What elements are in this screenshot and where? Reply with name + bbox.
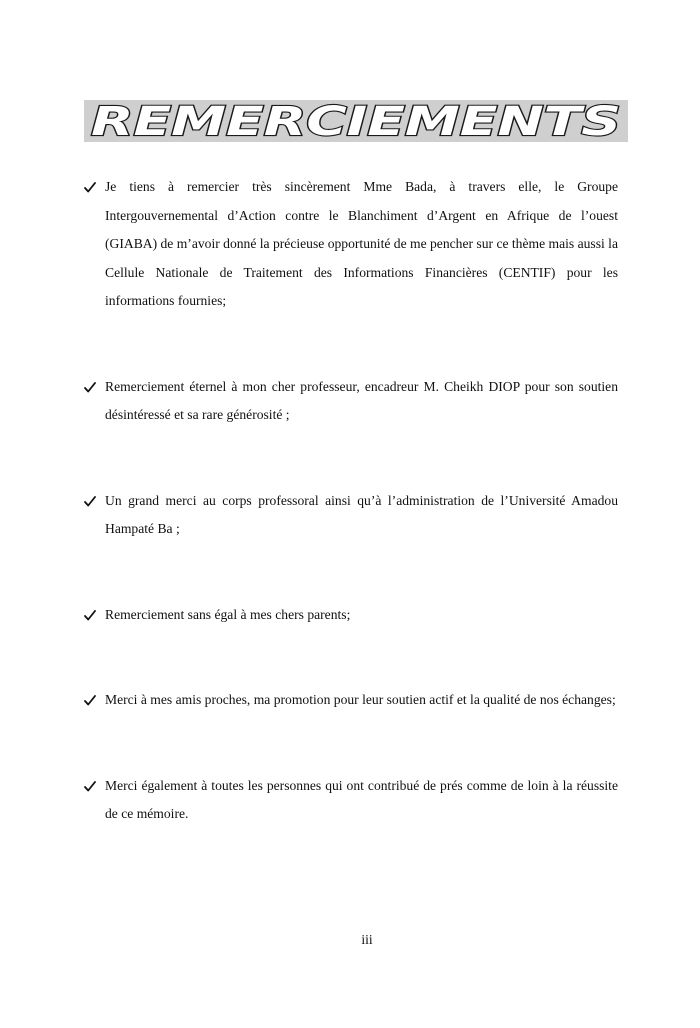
- list-item-text: Merci à mes amis proches, ma promotion pour leur soutien actif et la qualité de nos échanges;: [105, 692, 616, 707]
- check-icon: [84, 373, 98, 401]
- list-item-text: Merci également à toutes les personnes qui ont contribué de prés comme de loin à la réussite de ce mémoire.: [105, 777, 618, 821]
- list-item: [84, 373, 618, 430]
- check-icon: [84, 487, 98, 515]
- check-icon: [84, 772, 98, 800]
- list-item: [84, 772, 618, 829]
- list-item-text: Remerciement éternel à mon cher professeur, encadreur M. Cheikh DIOP pour son soutien désintéressé et sa rare générosité ;: [105, 378, 618, 422]
- list-item: [84, 487, 618, 544]
- check-icon: [84, 173, 98, 201]
- list-item: [84, 686, 618, 715]
- list-item-text: Je tiens à remercier très sincèrement Mme Bada, à travers elle, le Groupe Intergouvernemental d’Action contre le Blanchiment d’Argent en Afrique de l’ouest (GIABA) de m’avoir donné la précieuse opportunité de me pencher sur ce thème mais aussi la Cellule Nationale de Traitement des Informations Financières (CENTIF) pour les informations fournies;: [105, 179, 618, 308]
- title-banner: [84, 100, 628, 142]
- page-number: iii: [361, 932, 373, 947]
- list-item: [84, 173, 618, 316]
- check-icon: [84, 601, 98, 629]
- list-item-text: Remerciement sans égal à mes chers parents;: [105, 606, 351, 622]
- title-graphic: [84, 100, 628, 142]
- check-icon: [84, 686, 98, 714]
- list-item: [84, 601, 618, 630]
- page-title: REMERCIEMENTS: [91, 100, 621, 142]
- acknowledgements-list: [84, 173, 618, 829]
- list-item-text: Un grand merci au corps professoral ainsi qu’à l’administration de l’Université Amadou Hampaté Ba ;: [105, 492, 618, 536]
